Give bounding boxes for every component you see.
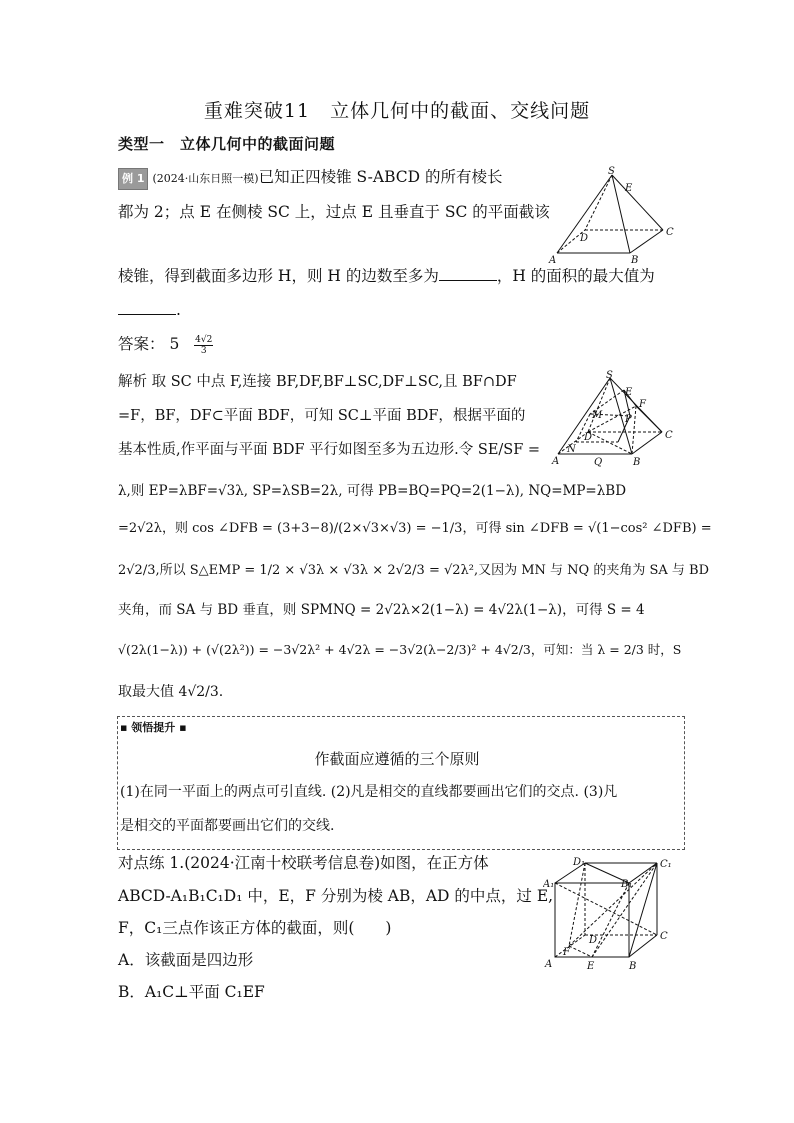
cube-figure — [543, 855, 683, 973]
section-figure — [550, 370, 685, 470]
label-a1: A₁ — [543, 879, 555, 890]
section-heading: 类型一 立体几何中的截面问题 — [118, 135, 336, 153]
example-line-4 — [118, 300, 181, 320]
label-q2: Q — [594, 457, 603, 468]
label-f2: F — [639, 399, 646, 410]
label-b2: B — [633, 457, 641, 468]
example-text-3b: ，H 的面积的最大值为 — [496, 267, 655, 285]
tip-tag: ▪ 领悟提升 ▪ — [120, 721, 187, 734]
tip-line-1: (1)在同一平面上的两点可引直线. (2)凡是相交的直线都要画出它们的交点. (3)凡 — [120, 784, 618, 800]
option-b: B．A₁C⊥平面 C₁EF — [118, 983, 265, 1001]
exercise-line-2: ABCD-A₁B₁C₁D₁ 中，E，F 分别为棱 AB，AD 的中点，过 E, — [118, 887, 554, 905]
answer-label: 答案： — [118, 335, 165, 353]
example-text-3a: 棱锥，得到截面多边形 H，则 H 的边数至多为 — [118, 267, 439, 285]
solution-line-7: 夹角，而 SA 与 BD 垂直，则 SPMNQ = 2√2λ×2(1−λ) = 4√2λ(1−λ)，可得 S = 4 — [118, 602, 645, 618]
solution-line-5: =2√2λ，则 cos ∠DFB = (3+3−8)/(2×√3×√3) = −1/3，可得 sin ∠DFB = √(1−cos² ∠DFB) = — [118, 521, 712, 536]
label-d-cube: D — [589, 935, 598, 946]
solution-line-2: =F，BF，DF⊂平面 BDF，可知 SC⊥平面 BDF，根据平面的 — [118, 408, 526, 424]
answer-denominator: 3 — [200, 345, 207, 356]
label-c2: C — [665, 430, 673, 441]
label-m2: M — [592, 410, 603, 421]
label-b-cube: B — [629, 961, 637, 972]
label-b1: B₁ — [621, 879, 633, 890]
answer-blank-1 — [439, 266, 497, 281]
answer-fraction — [194, 335, 213, 356]
exercise-line-3: F，C₁三点作该正方体的截面，则( ) — [118, 919, 392, 937]
label-a-cube: A — [545, 959, 553, 970]
label-s: S — [608, 166, 615, 177]
example-period: . — [176, 301, 181, 319]
label-d: D — [580, 233, 589, 244]
option-a: A．该截面是四边形 — [118, 951, 254, 969]
example-source: (2024·山东日照一模) — [152, 172, 259, 185]
label-a: A — [549, 255, 557, 265]
label-c: C — [666, 227, 674, 238]
label-c1: C₁ — [660, 859, 672, 870]
label-d1: D₁ — [573, 857, 586, 868]
pyramid-figure — [545, 165, 685, 265]
solution-line-8: √(2λ(1−λ)) + (√(2λ²)) = −3√2λ² + 4√2λ = −3√2(λ−2/3)² + 4√2/3，可知：当 λ = 2/3 时，S — [118, 642, 682, 657]
label-d2: D — [584, 432, 593, 443]
solution-line-6: 2√2/3,所以 S△EMP = 1/2 × √3λ × √3λ × 2√2/3 = √2λ²,又因为 MN 与 NQ 的夹角为 SA 与 BD — [118, 563, 710, 578]
tip-line-2: 是相交的平面都要画出它们的交线. — [120, 818, 335, 834]
example-line-2: 都为 2；点 E 在侧棱 SC 上，过点 E 且垂直于 SC 的平面截该 — [118, 203, 550, 221]
example-text-1: 已知正四棱锥 S-ABCD 的所有棱长 — [258, 168, 503, 186]
solution-line-4: λ,则 EP=λBF=√3λ, SP=λSB=2λ, 可得 PB=BQ=PQ=2(1−λ), NQ=MP=λBD — [118, 483, 627, 499]
label-e: E — [625, 183, 633, 194]
label-f-cube: F — [563, 947, 570, 958]
label-c-cube: C — [660, 931, 668, 942]
answer-blank-2 — [118, 300, 176, 315]
label-e-cube: E — [587, 961, 595, 972]
label-e2: E — [625, 387, 633, 398]
answer-line — [118, 334, 213, 356]
label-n2: N — [567, 444, 576, 455]
example-line-3 — [118, 266, 655, 286]
example-tag: 例 1 — [118, 168, 148, 190]
solution-line-9: 取最大值 4√2/3. — [118, 684, 224, 700]
label-s2: S — [606, 370, 613, 381]
solution-line-1: 解析 取 SC 中点 F,连接 BF,DF,BF⊥SC,DF⊥SC,且 BF∩DF — [118, 374, 517, 390]
page-title: 重难突破11 立体几何中的截面、交线问题 — [203, 100, 591, 122]
exercise-line-1: 对点练 1.(2024·江南十校联考信息卷)如图，在正方体 — [118, 854, 489, 872]
label-p2: P — [625, 414, 632, 425]
solution-line-3: 基本性质,作平面与平面 BDF 平行如图至多为五边形.令 SE/SF = — [118, 442, 541, 458]
example-line-1 — [118, 167, 503, 190]
tip-heading: 作截面应遵循的三个原则 — [314, 750, 480, 768]
label-a2: A — [552, 456, 560, 467]
answer-value-1: 5 — [169, 335, 180, 353]
answer-numerator: 4√2 — [195, 334, 213, 345]
label-b: B — [631, 255, 639, 265]
